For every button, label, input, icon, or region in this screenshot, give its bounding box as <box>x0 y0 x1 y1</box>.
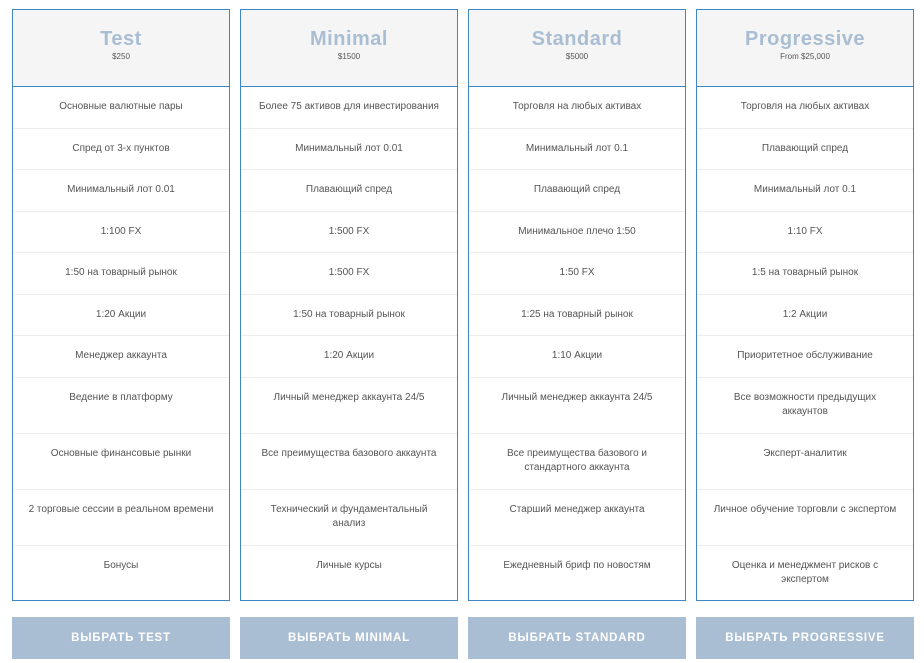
feature-row: Минимальный лот 0.01 <box>241 129 457 171</box>
feature-row: 1:5 на товарный рынок <box>697 253 913 295</box>
feature-row: Ведение в платформу <box>13 378 229 434</box>
feature-row: 1:20 Акции <box>241 336 457 378</box>
feature-row: 1:2 Акции <box>697 295 913 337</box>
plan-header <box>697 10 913 87</box>
feature-row: Основные финансовые рынки <box>13 434 229 490</box>
select-standard-button[interactable]: ВЫБРАТЬ STANDARD <box>468 617 686 659</box>
feature-row: Личный менеджер аккаунта 24/5 <box>469 378 685 434</box>
feature-row: 1:10 FX <box>697 212 913 254</box>
feature-row: Минимальный лот 0.01 <box>13 170 229 212</box>
plan-header <box>13 10 229 87</box>
feature-row: 1:50 FX <box>469 253 685 295</box>
plan-card <box>468 9 686 601</box>
plan-name: Progressive <box>744 28 865 50</box>
plan-name: Test <box>100 28 142 50</box>
feature-row: Все преимущества базового аккаунта <box>241 434 457 490</box>
feature-row: Все возможности предыдущих аккаунтов <box>697 378 913 434</box>
plan-card <box>696 9 914 601</box>
feature-row: Спред от 3-х пунктов <box>13 129 229 171</box>
plan-card <box>12 9 230 601</box>
feature-row: 1:500 FX <box>241 212 457 254</box>
feature-row: Ежедневный бриф по новостям <box>503 559 651 571</box>
select-test-button[interactable]: ВЫБРАТЬ TEST <box>12 617 230 659</box>
feature-row: Технический и фундаментальный анализ <box>241 490 457 546</box>
select-progressive-button[interactable]: ВЫБРАТЬ PROGRESSIVE <box>696 617 914 659</box>
feature-row: Минимальный лот 0.1 <box>469 129 685 171</box>
feature-row: Более 75 активов для инвестирования <box>241 87 457 129</box>
plan-price: From $25,000 <box>780 52 830 61</box>
feature-row: 1:100 FX <box>13 212 229 254</box>
feature-row: 1:50 на товарный рынок <box>241 295 457 337</box>
plan-card <box>240 9 458 601</box>
feature-row: Плавающий спред <box>697 129 913 171</box>
plan-header <box>469 10 685 87</box>
feature-row: Бонусы <box>103 559 139 571</box>
feature-row: Приоритетное обслуживание <box>697 336 913 378</box>
plan-name: Standard <box>531 28 623 50</box>
feature-row: 1:25 на товарный рынок <box>469 295 685 337</box>
feature-row: Старший менеджер аккаунта <box>469 490 685 546</box>
plan-name: Minimal <box>310 28 388 50</box>
feature-row: 1:50 на товарный рынок <box>13 253 229 295</box>
feature-row: Плавающий спред <box>241 170 457 212</box>
feature-row: Личное обучение торговли с экспертом <box>697 490 913 546</box>
plan-column-standard <box>468 9 686 601</box>
feature-row: Все преимущества базового и стандартного аккаунта <box>469 434 685 490</box>
feature-row: Торговля на любых активах <box>469 87 685 129</box>
feature-row: 1:10 Акции <box>469 336 685 378</box>
feature-row: Минимальный лот 0.1 <box>697 170 913 212</box>
feature-row: Минимальное плечо 1:50 <box>469 212 685 254</box>
plan-column-test <box>12 9 230 601</box>
feature-row: 1:500 FX <box>241 253 457 295</box>
feature-row: Основные валютные пары <box>13 87 229 129</box>
feature-row: Торговля на любых активах <box>697 87 913 129</box>
select-minimal-button[interactable]: ВЫБРАТЬ MINIMAL <box>240 617 458 659</box>
feature-row: Личный менеджер аккаунта 24/5 <box>241 378 457 434</box>
feature-row: Оценка и менеджмент рисков с экспертом <box>731 559 879 585</box>
feature-row: 2 торговые сессии в реальном времени <box>13 490 229 546</box>
plan-price: $250 <box>112 52 130 61</box>
feature-row: Плавающий спред <box>469 170 685 212</box>
feature-row: Личные курсы <box>316 559 382 571</box>
feature-row: 1:20 Акции <box>13 295 229 337</box>
plan-column-progressive <box>696 9 914 601</box>
plan-column-minimal <box>240 9 458 601</box>
plan-price: $1500 <box>337 52 361 61</box>
feature-row: Менеджер аккаунта <box>13 336 229 378</box>
plan-price: $5000 <box>565 52 589 61</box>
feature-row: Эксперт-аналитик <box>697 434 913 490</box>
plan-header <box>241 10 457 87</box>
